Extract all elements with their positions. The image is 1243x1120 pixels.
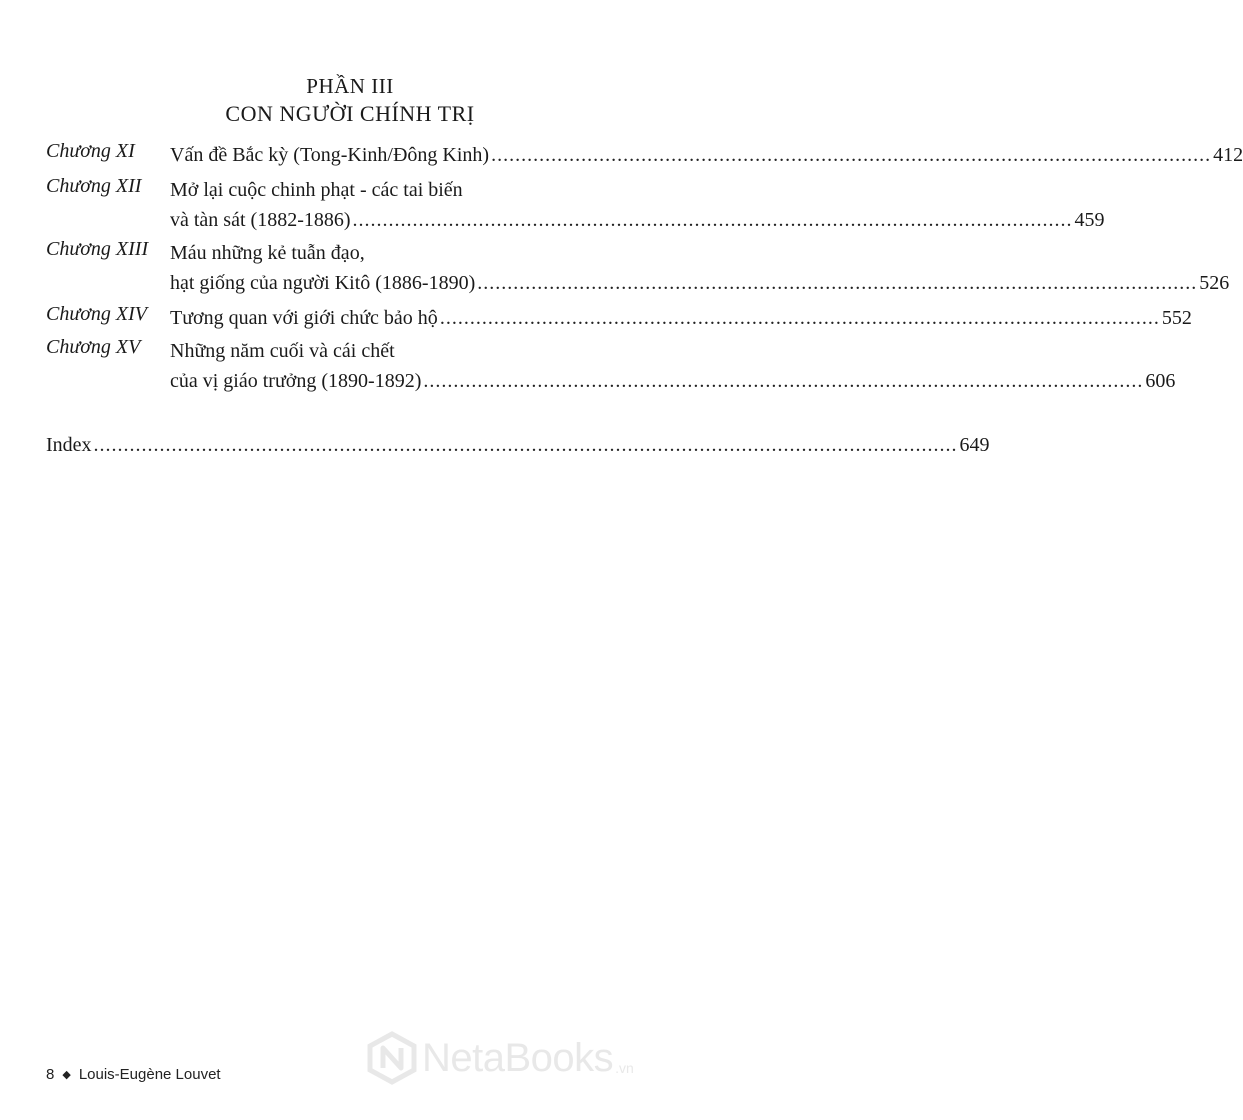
watermark xyxy=(368,1032,634,1084)
dot-leader: ........................................................................................................................ xyxy=(439,307,1160,329)
toc-entry-chapter-14[interactable] xyxy=(46,303,1192,333)
page-number: 526 xyxy=(1199,272,1230,294)
toc-entry-chapter-13[interactable] xyxy=(46,238,1230,298)
chapter-title-line: Máu những kẻ tuẫn đạo, xyxy=(170,242,365,264)
index-label: Index xyxy=(46,434,92,456)
page-footer xyxy=(46,1066,221,1083)
part-number: PHẦN III xyxy=(306,74,394,98)
page-number: 552 xyxy=(1161,307,1192,329)
part-title: CON NGƯỜI CHÍNH TRỊ xyxy=(225,101,475,126)
chapter-title: Vấn đề Bắc kỳ (Tong-Kinh/Đông Kinh) xyxy=(170,144,490,166)
chapter-label: Chương XII xyxy=(46,175,142,197)
chapter-title-line: của vị giáo trưởng (1890-1892) xyxy=(170,370,422,392)
diamond-bullet-icon: ◆ xyxy=(62,1069,71,1081)
chapter-title: Tương quan với giới chức bảo hộ xyxy=(170,307,438,329)
chapter-label: Chương XI xyxy=(46,140,135,162)
dot-leader: ................................................................................................................................................ xyxy=(93,434,958,456)
footer-author: Louis-Eugène Louvet xyxy=(78,1066,221,1083)
watermark-suffix: .vn xyxy=(615,1060,634,1076)
toc-entry-chapter-12[interactable] xyxy=(46,175,1105,235)
chapter-title-line: hạt giống của người Kitô (1886-1890) xyxy=(170,272,476,294)
table-of-contents xyxy=(46,140,1243,396)
page-number: 606 xyxy=(1145,370,1176,392)
dot-leader: ........................................................................................................................ xyxy=(352,209,1073,231)
toc-entry-index[interactable] xyxy=(46,430,990,460)
footer-page-number: 8 xyxy=(46,1066,55,1083)
index-page-number: 649 xyxy=(959,434,990,456)
toc-entry-chapter-11[interactable] xyxy=(46,140,1243,170)
chapter-label: Chương XIV xyxy=(46,303,148,325)
toc-entry-chapter-15[interactable] xyxy=(46,336,1176,396)
chapter-title-line: Mở lại cuộc chinh phạt - các tai biến xyxy=(170,179,463,201)
chapter-title-line: Những năm cuối và cái chết xyxy=(170,340,395,362)
page-number: 412 xyxy=(1213,144,1243,166)
watermark-brand: NetaBooks xyxy=(422,1035,614,1080)
chapter-label: Chương XV xyxy=(46,336,141,358)
dot-leader: ........................................................................................................................ xyxy=(423,370,1144,392)
chapter-title-line: và tàn sát (1882-1886) xyxy=(170,209,351,231)
page-number: 459 xyxy=(1074,209,1105,231)
dot-leader: ........................................................................................................................ xyxy=(477,272,1198,294)
netabooks-logo-icon xyxy=(368,1032,416,1084)
dot-leader: ........................................................................................................................ xyxy=(491,144,1212,166)
chapter-label: Chương XIII xyxy=(46,238,149,260)
